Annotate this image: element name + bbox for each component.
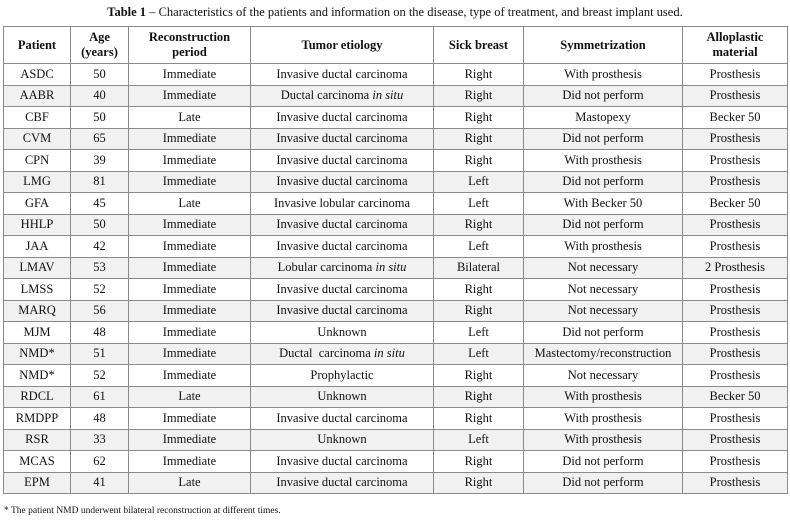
age-cell: 65 (71, 128, 129, 150)
column-header-line: Sick breast (448, 37, 509, 52)
table-row (4, 451, 788, 473)
table-row (4, 343, 788, 365)
table-row (4, 322, 788, 344)
period-cell: Immediate (129, 85, 251, 107)
age-cell: 50 (71, 214, 129, 236)
period-cell: Immediate (129, 214, 251, 236)
symmetrization-cell: Not necessary (524, 365, 683, 387)
patient-cell: GFA (4, 193, 71, 215)
period-cell: Immediate (129, 64, 251, 86)
age-cell: 52 (71, 279, 129, 301)
period-cell: Immediate (129, 451, 251, 473)
table-footnote: * The patient NMD underwent bilateral reconstruction at different times. (4, 506, 281, 516)
etiology-text: Invasive ductal carcinoma (276, 453, 408, 468)
breast-cell: Right (434, 300, 524, 322)
breast-cell: Left (434, 171, 524, 193)
material-cell: Prosthesis (683, 128, 788, 150)
patient-cell: JAA (4, 236, 71, 258)
column-header-line: Patient (17, 37, 57, 52)
patient-cell: RSR (4, 429, 71, 451)
patient-cell: EPM (4, 472, 71, 494)
column-header-reconstruction-period (129, 27, 251, 64)
table-row (4, 64, 788, 86)
table-row (4, 193, 788, 215)
material-cell: Prosthesis (683, 279, 788, 301)
patient-cell: NMD* (4, 343, 71, 365)
period-cell: Late (129, 386, 251, 408)
material-cell: Prosthesis (683, 451, 788, 473)
table-row (4, 429, 788, 451)
column-header-line: (years) (81, 45, 118, 59)
material-cell: Prosthesis (683, 322, 788, 344)
etiology-text: Invasive ductal carcinoma (276, 217, 408, 232)
etiology-cell (251, 150, 434, 172)
table-row (4, 128, 788, 150)
etiology-text: Unknown (317, 324, 367, 339)
breast-cell: Bilateral (434, 257, 524, 279)
breast-cell: Left (434, 343, 524, 365)
etiology-cell (251, 128, 434, 150)
period-cell: Immediate (129, 408, 251, 430)
age-cell: 56 (71, 300, 129, 322)
material-cell: Prosthesis (683, 300, 788, 322)
symmetrization-cell: Not necessary (524, 300, 683, 322)
symmetrization-cell: Not necessary (524, 279, 683, 301)
material-cell: Prosthesis (683, 429, 788, 451)
patient-cell: CVM (4, 128, 71, 150)
etiology-text: Invasive ductal carcinoma (276, 131, 408, 146)
etiology-text: Invasive lobular carcinoma (273, 195, 411, 210)
breast-cell: Right (434, 451, 524, 473)
patient-cell: MJM (4, 322, 71, 344)
table-caption-label: Table 1 (107, 5, 147, 19)
age-cell: 50 (71, 64, 129, 86)
patient-cell: NMD* (4, 365, 71, 387)
etiology-cell (251, 257, 434, 279)
material-cell: Becker 50 (683, 107, 788, 129)
breast-cell: Right (434, 279, 524, 301)
etiology-cell (251, 451, 434, 473)
symmetrization-cell: Mastopexy (524, 107, 683, 129)
etiology-italic-text: in situ (373, 346, 405, 361)
patient-cell: MARQ (4, 300, 71, 322)
etiology-text: Invasive ductal carcinoma (276, 109, 408, 124)
etiology-text: Invasive ductal carcinoma (276, 238, 408, 253)
etiology-cell (251, 236, 434, 258)
etiology-cell (251, 365, 434, 387)
material-cell: Prosthesis (683, 214, 788, 236)
breast-cell: Right (434, 128, 524, 150)
symmetrization-cell: Did not perform (524, 85, 683, 107)
column-header-line: material (712, 45, 758, 59)
column-header-line: period (172, 45, 207, 59)
period-cell: Immediate (129, 171, 251, 193)
period-cell: Immediate (129, 279, 251, 301)
column-header-tumor-etiology (251, 27, 434, 64)
patient-cell: CPN (4, 150, 71, 172)
etiology-italic-text: in situ (372, 88, 404, 103)
material-cell: Prosthesis (683, 365, 788, 387)
table-row (4, 300, 788, 322)
symmetrization-cell: Did not perform (524, 472, 683, 494)
age-cell: 41 (71, 472, 129, 494)
table-body (4, 64, 788, 494)
age-cell: 48 (71, 408, 129, 430)
etiology-cell (251, 193, 434, 215)
symmetrization-cell: Did not perform (524, 128, 683, 150)
material-cell: Prosthesis (683, 64, 788, 86)
table-row (4, 107, 788, 129)
age-cell: 39 (71, 150, 129, 172)
table-caption-text: – Characteristics of the patients and information on the disease, type of treatment, and breast implant used. (146, 5, 683, 19)
header-row (4, 27, 788, 64)
etiology-text: Invasive ductal carcinoma (276, 410, 408, 425)
patient-cell: RMDPP (4, 408, 71, 430)
material-cell: Prosthesis (683, 236, 788, 258)
patient-cell: CBF (4, 107, 71, 129)
breast-cell: Right (434, 150, 524, 172)
patients-table (3, 26, 788, 494)
period-cell: Immediate (129, 236, 251, 258)
column-header-line: Alloplastic (706, 30, 764, 44)
breast-cell: Right (434, 64, 524, 86)
etiology-text: Invasive ductal carcinoma (276, 174, 408, 189)
etiology-text: Lobular carcinoma (277, 260, 376, 275)
patient-cell: MCAS (4, 451, 71, 473)
etiology-cell (251, 386, 434, 408)
etiology-cell (251, 322, 434, 344)
symmetrization-cell: Did not perform (524, 214, 683, 236)
material-cell: Prosthesis (683, 343, 788, 365)
column-header-patient (4, 27, 71, 64)
age-cell: 81 (71, 171, 129, 193)
column-header-sick-breast (434, 27, 524, 64)
period-cell: Immediate (129, 300, 251, 322)
age-cell: 51 (71, 343, 129, 365)
period-cell: Immediate (129, 343, 251, 365)
period-cell: Late (129, 107, 251, 129)
etiology-text: Invasive ductal carcinoma (276, 475, 408, 490)
table-row (4, 150, 788, 172)
period-cell: Immediate (129, 257, 251, 279)
symmetrization-cell: With prosthesis (524, 150, 683, 172)
table-header (4, 27, 788, 64)
table-row (4, 408, 788, 430)
patient-cell: AABR (4, 85, 71, 107)
breast-cell: Right (434, 107, 524, 129)
age-cell: 53 (71, 257, 129, 279)
period-cell: Immediate (129, 365, 251, 387)
material-cell: 2 Prosthesis (683, 257, 788, 279)
period-cell: Late (129, 193, 251, 215)
symmetrization-cell: Not necessary (524, 257, 683, 279)
etiology-text: Ductal carcinoma (279, 346, 374, 361)
age-cell: 40 (71, 85, 129, 107)
etiology-cell (251, 279, 434, 301)
period-cell: Immediate (129, 429, 251, 451)
patient-cell: LMAV (4, 257, 71, 279)
etiology-italic-text: in situ (375, 260, 407, 275)
etiology-cell (251, 107, 434, 129)
etiology-text: Invasive ductal carcinoma (276, 152, 408, 167)
etiology-cell (251, 171, 434, 193)
breast-cell: Right (434, 365, 524, 387)
symmetrization-cell: With prosthesis (524, 236, 683, 258)
age-cell: 52 (71, 365, 129, 387)
table-row (4, 257, 788, 279)
etiology-text: Ductal carcinoma (280, 88, 373, 103)
period-cell: Late (129, 472, 251, 494)
symmetrization-cell: With prosthesis (524, 386, 683, 408)
etiology-cell (251, 429, 434, 451)
period-cell: Immediate (129, 128, 251, 150)
age-cell: 33 (71, 429, 129, 451)
etiology-text: Unknown (317, 389, 367, 404)
breast-cell: Right (434, 472, 524, 494)
table-row (4, 85, 788, 107)
column-header-line: Tumor etiology (301, 37, 383, 52)
table-row (4, 214, 788, 236)
column-header-line: Age (89, 30, 110, 44)
age-cell: 62 (71, 451, 129, 473)
symmetrization-cell: With prosthesis (524, 408, 683, 430)
table-row (4, 279, 788, 301)
column-header-alloplastic-material (683, 27, 788, 64)
age-cell: 48 (71, 322, 129, 344)
column-header-line: Symmetrization (560, 37, 646, 52)
patient-cell: HHLP (4, 214, 71, 236)
breast-cell: Left (434, 236, 524, 258)
age-cell: 45 (71, 193, 129, 215)
etiology-cell (251, 85, 434, 107)
material-cell: Becker 50 (683, 193, 788, 215)
etiology-text: Prophylactic (310, 367, 374, 382)
breast-cell: Left (434, 193, 524, 215)
etiology-cell (251, 343, 434, 365)
material-cell: Becker 50 (683, 386, 788, 408)
table-row (4, 171, 788, 193)
age-cell: 61 (71, 386, 129, 408)
material-cell: Prosthesis (683, 85, 788, 107)
age-cell: 42 (71, 236, 129, 258)
table-row (4, 386, 788, 408)
etiology-text: Invasive ductal carcinoma (276, 303, 408, 318)
column-header-age (71, 27, 129, 64)
material-cell: Prosthesis (683, 408, 788, 430)
etiology-cell (251, 408, 434, 430)
material-cell: Prosthesis (683, 171, 788, 193)
breast-cell: Right (434, 386, 524, 408)
etiology-text: Unknown (317, 432, 367, 447)
breast-cell: Right (434, 214, 524, 236)
column-header-symmetrization (524, 27, 683, 64)
column-header-line: Reconstruction (148, 30, 231, 44)
period-cell: Immediate (129, 322, 251, 344)
table-row (4, 472, 788, 494)
symmetrization-cell: With prosthesis (524, 429, 683, 451)
etiology-cell (251, 214, 434, 236)
etiology-text: Invasive ductal carcinoma (276, 281, 408, 296)
patient-cell: LMG (4, 171, 71, 193)
period-cell: Immediate (129, 150, 251, 172)
etiology-cell (251, 64, 434, 86)
breast-cell: Right (434, 85, 524, 107)
symmetrization-cell: With Becker 50 (524, 193, 683, 215)
breast-cell: Left (434, 429, 524, 451)
symmetrization-cell: Did not perform (524, 451, 683, 473)
table-row (4, 236, 788, 258)
breast-cell: Right (434, 408, 524, 430)
breast-cell: Left (434, 322, 524, 344)
etiology-cell (251, 300, 434, 322)
symmetrization-cell: Did not perform (524, 322, 683, 344)
etiology-cell (251, 472, 434, 494)
age-cell: 50 (71, 107, 129, 129)
symmetrization-cell: Mastectomy/reconstruction (524, 343, 683, 365)
symmetrization-cell: Did not perform (524, 171, 683, 193)
symmetrization-cell: With prosthesis (524, 64, 683, 86)
table-row (4, 365, 788, 387)
material-cell: Prosthesis (683, 472, 788, 494)
etiology-text: Invasive ductal carcinoma (276, 66, 408, 81)
material-cell: Prosthesis (683, 150, 788, 172)
patient-cell: LMSS (4, 279, 71, 301)
patient-cell: RDCL (4, 386, 71, 408)
table-caption (0, 4, 790, 20)
patient-cell: ASDC (4, 64, 71, 86)
